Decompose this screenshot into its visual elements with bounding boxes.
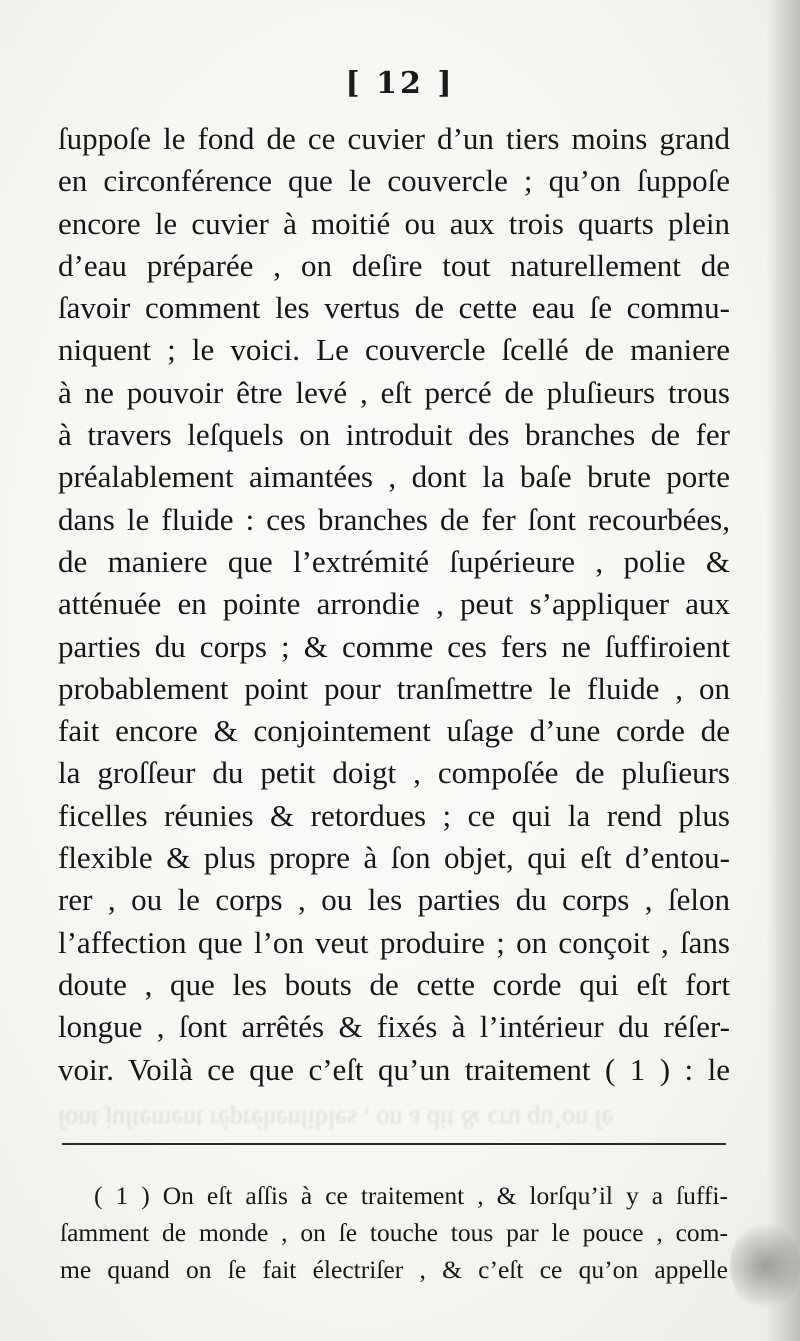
text-line: à travers leſquels on introduit des branches de fer [58,417,730,453]
text-line: fait encore & conjointement uſage d’une corde de [58,713,730,749]
text-line: encore le cuvier à moitié ou aux trois quarts plein [58,205,730,241]
text-line: doute , que les bouts de cette corde qui eſt fort [58,966,730,1002]
text-line: niquent ; le voici. Le couvercle ſcellé de maniere [58,332,730,368]
text-line: de maniere que l’extrémité ſupérieure , polie & [58,543,730,579]
text-line: longue , ſont arrêtés & fixés à l’intérieur du réſer- [58,1009,730,1045]
footnote-line: me quand on ſe fait électriſer , & c’eſt ce qu’on appelle [60,1255,728,1284]
text-line: atténuée en pointe arrondie , peut s’appliquer aux [58,586,730,622]
page-number: [ 12 ] [345,66,455,101]
footnote-line: ſamment de monde , on ſe touche tous par le pouce , com- [60,1218,728,1247]
text-line: ſavoir comment les vertus de cette eau ſe commu- [58,290,730,326]
text-line: à ne pouvoir être levé , eſt percé de pluſieurs trous [58,374,730,410]
footnote-separator-rule [62,1143,726,1145]
footnote [60,1177,728,1288]
page-corner-smudge [730,1221,800,1311]
bleed-through-text: ſont juſtement répréhenſibles , on a dit & cru qu’on ſe [58,1105,614,1134]
text-line: rer , ou le corps , ou les parties du corps , ſelon [58,882,730,918]
text-line: voir. Voilà ce que c’eſt qu’un traitement ( 1 ) : le [58,1051,730,1087]
text-line: préalablement aimantées , dont la baſe brute porte [58,459,730,495]
text-line: la groſſeur du petit doigt , compoſée de pluſieurs [58,755,730,791]
text-line: dans le fluide : ces branches de fer ſont recourbées, [58,501,730,537]
text-line: flexible & plus propre à ſon objet, qui eſt d’entou- [58,840,730,876]
text-line: ſuppoſe le fond de ce cuvier d’un tiers moins grand [58,121,730,156]
text-line: probablement point pour tranſmettre le fluide , on [58,670,730,706]
text-line: l’affection que l’on veut produire ; on conçoit , ſans [58,924,730,960]
text-line: en circonférence que le couvercle ; qu’on ſuppoſe [58,163,730,199]
text-line: ficelles réunies & retordues ; ce qui la rend plus [58,797,730,833]
footnote-line: ( 1 ) On eſt aſſis à ce traitement , & lorſqu’il y a ſuffi- [94,1181,728,1210]
body-text [58,118,730,1091]
text-line: d’eau préparée , on deſire tout naturellement de [58,247,730,283]
page-edge-shadow [766,0,800,1341]
text-line: parties du corps ; & comme ces fers ne ſuffiroient [58,628,730,664]
